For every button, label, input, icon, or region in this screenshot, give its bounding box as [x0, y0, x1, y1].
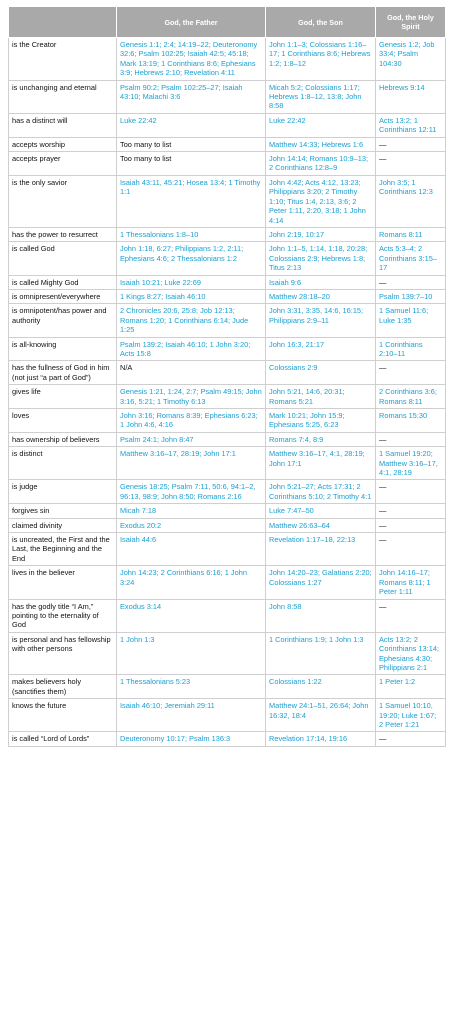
spirit-references-cell[interactable]: John 14:16–17; Romans 8:11; 1 Peter 1:11 — [376, 566, 446, 599]
son-references-cell[interactable]: John 8:58 — [266, 599, 376, 632]
header-father: God, the Father — [117, 7, 266, 38]
son-references-cell[interactable]: Revelation 17:14, 19:16 — [266, 732, 376, 746]
father-references-cell[interactable]: Exodus 3:14 — [117, 599, 266, 632]
spirit-references-cell[interactable]: Acts 5:3–4; 2 Corinthians 3:15–17 — [376, 242, 446, 275]
table-row — [9, 432, 446, 446]
table-row — [9, 113, 446, 137]
son-references-cell[interactable]: 1 Corinthians 1:9; 1 John 1:3 — [266, 632, 376, 675]
father-references-cell[interactable]: Matthew 3:16–17, 28:19; John 17:1 — [117, 447, 266, 480]
attribute-cell: has the godly title “I Am,” pointing to the eternality of God — [9, 599, 117, 632]
son-references-cell[interactable]: John 5:21, 14:6, 20:31; Romans 5:21 — [266, 385, 376, 409]
father-references-cell[interactable]: Psalm 24:1; John 8:47 — [117, 432, 266, 446]
father-references-cell[interactable]: Psalm 90:2; Psalm 102:25–27; Isaiah 43:10; Malachi 3:6 — [117, 80, 266, 113]
son-references-cell[interactable]: John 1:1–3; Colossians 1:16–17; 1 Corinthians 8:6; Hebrews 1:2; 1:8–12 — [266, 38, 376, 81]
table-row — [9, 137, 446, 151]
father-references-cell: Too many to list — [117, 152, 266, 176]
attribute-cell: is called God — [9, 242, 117, 275]
spirit-references-cell: — — [376, 533, 446, 566]
spirit-references-cell[interactable]: 1 Samuel 11:6; Luke 1:35 — [376, 304, 446, 337]
attribute-cell: is the only savior — [9, 175, 117, 227]
table-row — [9, 409, 446, 433]
father-references-cell[interactable]: Isaiah 10:21; Luke 22:69 — [117, 275, 266, 289]
father-references-cell[interactable]: 2 Chronicles 20:6, 25:8; Job 12:13; Romans 1:20; 1 Corinthians 6:14; Jude 1:25 — [117, 304, 266, 337]
attribute-cell: is the Creator — [9, 38, 117, 81]
spirit-references-cell: — — [376, 504, 446, 518]
table-row — [9, 337, 446, 361]
header-son: God, the Son — [266, 7, 376, 38]
spirit-references-cell[interactable]: 1 Samuel 19:20; Matthew 3:16–17, 4:1, 28:19 — [376, 447, 446, 480]
son-references-cell[interactable]: John 3:31, 3:35, 14:6, 16:15; Philippians 2:9–11 — [266, 304, 376, 337]
father-references-cell[interactable]: Deuteronomy 10:17; Psalm 136:3 — [117, 732, 266, 746]
son-references-cell[interactable]: Luke 7:47–50 — [266, 504, 376, 518]
attribute-cell: has a distinct will — [9, 113, 117, 137]
father-references-cell[interactable]: 1 Thessalonians 1:8–10 — [117, 227, 266, 241]
table-row — [9, 289, 446, 303]
son-references-cell[interactable]: John 4:42; Acts 4:12, 13:23; Philippians 3:20; 2 Timothy 1:10; Titus 1:4, 2:13, 3:6; 2 Peter 1:11, 2:20, 3:18; 1 John 4:14 — [266, 175, 376, 227]
header-spirit: God, the Holy Spirit — [376, 7, 446, 38]
spirit-references-cell: — — [376, 599, 446, 632]
son-references-cell[interactable]: John 5:21–27; Acts 17:31; 2 Corinthians 5:10; 2 Timothy 4:1 — [266, 480, 376, 504]
spirit-references-cell[interactable]: Acts 13:2; 1 Corinthians 12:11 — [376, 113, 446, 137]
son-references-cell[interactable]: Matthew 3:16–17, 4:1, 28:19; John 17:1 — [266, 447, 376, 480]
attribute-cell: accepts prayer — [9, 152, 117, 176]
attribute-cell: is judge — [9, 480, 117, 504]
son-references-cell[interactable]: Matthew 28:18–20 — [266, 289, 376, 303]
spirit-references-cell[interactable]: 2 Corinthians 3:6; Romans 8:11 — [376, 385, 446, 409]
son-references-cell[interactable]: Luke 22:42 — [266, 113, 376, 137]
spirit-references-cell[interactable]: Acts 13:2; 2 Corinthians 13:14; Ephesians 4:30; Philippians 2:1 — [376, 632, 446, 675]
son-references-cell[interactable]: John 14:14; Romans 10:9–13; 2 Corinthians 12:8–9 — [266, 152, 376, 176]
table-row — [9, 152, 446, 176]
father-references-cell[interactable]: Genesis 18:25; Psalm 7:11, 50:6, 94:1–2, 96:13, 98:9; John 8:50; Romans 2:16 — [117, 480, 266, 504]
son-references-cell[interactable]: Revelation 1:17–18, 22:13 — [266, 533, 376, 566]
table-row — [9, 304, 446, 337]
attribute-cell: loves — [9, 409, 117, 433]
spirit-references-cell[interactable]: Hebrews 9:14 — [376, 80, 446, 113]
son-references-cell[interactable]: Colossians 2:9 — [266, 361, 376, 385]
father-references-cell[interactable]: John 3:16; Romans 8:39; Ephesians 6:23; 1 John 4:6, 4:16 — [117, 409, 266, 433]
table-row — [9, 675, 446, 699]
father-references-cell[interactable]: Micah 7:18 — [117, 504, 266, 518]
table-row — [9, 599, 446, 632]
table-row — [9, 632, 446, 675]
son-references-cell[interactable]: John 2:19, 10:17 — [266, 227, 376, 241]
attribute-cell: is called “Lord of Lords” — [9, 732, 117, 746]
father-references-cell[interactable]: Isaiah 46:10; Jeremiah 29:11 — [117, 699, 266, 732]
attribute-cell: is distinct — [9, 447, 117, 480]
spirit-references-cell: — — [376, 732, 446, 746]
father-references-cell[interactable]: Genesis 1:1; 2:4; 14:19–22; Deuteronomy 32:6; Psalm 102:25; Isaiah 42:5; 45:18; Mark 13:19; 1 Corinthians 8:6; Ephesians 3:9; Hebrews 2:10; Revelation 4:11 — [117, 38, 266, 81]
attribute-cell: is unchanging and eternal — [9, 80, 117, 113]
son-references-cell[interactable]: Matthew 24:1–51, 26:64; John 16:32, 18:4 — [266, 699, 376, 732]
father-references-cell[interactable]: John 14:23; 2 Corinthians 6:16; 1 John 3:24 — [117, 566, 266, 599]
table-row — [9, 175, 446, 227]
table-row — [9, 385, 446, 409]
spirit-references-cell: — — [376, 275, 446, 289]
father-references-cell[interactable]: Isaiah 43:11, 45:21; Hosea 13:4; 1 Timothy 1:1 — [117, 175, 266, 227]
son-references-cell[interactable]: John 14:20–23; Galatians 2:20; Colossians 1:27 — [266, 566, 376, 599]
attribute-cell: has the power to resurrect — [9, 227, 117, 241]
spirit-references-cell[interactable]: Romans 15:30 — [376, 409, 446, 433]
father-references-cell[interactable]: 1 Thessalonians 5:23 — [117, 675, 266, 699]
spirit-references-cell: — — [376, 432, 446, 446]
table-row — [9, 361, 446, 385]
father-references-cell[interactable]: 1 John 1:3 — [117, 632, 266, 675]
attribute-cell: is all-knowing — [9, 337, 117, 361]
comparison-table-container — [8, 6, 445, 747]
father-references-cell[interactable]: 1 Kings 8:27; Isaiah 46:10 — [117, 289, 266, 303]
spirit-references-cell[interactable]: Romans 8:11 — [376, 227, 446, 241]
spirit-references-cell[interactable]: 1 Corinthians 2:10–11 — [376, 337, 446, 361]
attribute-cell: is personal and has fellowship with other persons — [9, 632, 117, 675]
attribute-cell: claimed divinity — [9, 518, 117, 532]
father-references-cell[interactable]: Exodus 20:2 — [117, 518, 266, 532]
father-references-cell[interactable]: Genesis 1:21, 1:24, 2:7; Psalm 49:15; John 3:16, 5:21; 1 Timothy 6:13 — [117, 385, 266, 409]
father-references-cell: Too many to list — [117, 137, 266, 151]
spirit-references-cell: — — [376, 361, 446, 385]
father-references-cell[interactable]: John 1:18, 6:27; Philippians 1:2, 2:11; Ephesians 4:6; 2 Thessalonians 1:2 — [117, 242, 266, 275]
attribute-cell: lives in the believer — [9, 566, 117, 599]
spirit-references-cell: — — [376, 518, 446, 532]
attribute-cell: is omnipotent/has power and authority — [9, 304, 117, 337]
table-row — [9, 533, 446, 566]
son-references-cell[interactable]: John 1:1–5, 1:14, 1:18, 20:28; Colossians 2:9; Hebrews 1:8; Titus 2:13 — [266, 242, 376, 275]
table-row — [9, 80, 446, 113]
son-references-cell[interactable]: Isaiah 9:6 — [266, 275, 376, 289]
table-body — [9, 38, 446, 747]
attribute-cell: has the fullness of God in him (not just “a part of God”) — [9, 361, 117, 385]
table-row — [9, 38, 446, 81]
table-row — [9, 480, 446, 504]
son-references-cell[interactable]: Matthew 14:33; Hebrews 1:6 — [266, 137, 376, 151]
attribute-cell: gives life — [9, 385, 117, 409]
table-row — [9, 275, 446, 289]
spirit-references-cell: — — [376, 152, 446, 176]
father-references-cell[interactable]: Luke 22:42 — [117, 113, 266, 137]
table-row — [9, 447, 446, 480]
son-references-cell[interactable]: John 16:3, 21:17 — [266, 337, 376, 361]
table-row — [9, 518, 446, 532]
spirit-references-cell[interactable]: 1 Peter 1:2 — [376, 675, 446, 699]
attribute-cell: knows the future — [9, 699, 117, 732]
son-references-cell[interactable]: Matthew 26:63–64 — [266, 518, 376, 532]
table-row — [9, 242, 446, 275]
table-row — [9, 732, 446, 746]
son-references-cell[interactable]: Micah 5:2; Colossians 1:17; Hebrews 1:8–12, 13:8; John 8:58 — [266, 80, 376, 113]
attribute-cell: is uncreated, the First and the Last, the Beginning and the End — [9, 533, 117, 566]
trinity-comparison-table — [8, 6, 446, 747]
son-references-cell[interactable]: Romans 7:4, 8:9 — [266, 432, 376, 446]
attribute-cell: accepts worship — [9, 137, 117, 151]
spirit-references-cell: — — [376, 137, 446, 151]
son-references-cell[interactable]: Colossians 1:22 — [266, 675, 376, 699]
spirit-references-cell[interactable]: Genesis 1:2; Job 33:4; Psalm 104:30 — [376, 38, 446, 81]
father-references-cell: N/A — [117, 361, 266, 385]
spirit-references-cell[interactable]: 1 Samuel 10:10, 19:20; Luke 1:67; 2 Peter 1:21 — [376, 699, 446, 732]
header-attribute — [9, 7, 117, 38]
attribute-cell: is called Mighty God — [9, 275, 117, 289]
table-header-row — [9, 7, 446, 38]
spirit-references-cell[interactable]: Psalm 139:7–10 — [376, 289, 446, 303]
table-row — [9, 699, 446, 732]
table-row — [9, 227, 446, 241]
table-row — [9, 566, 446, 599]
spirit-references-cell: — — [376, 480, 446, 504]
table-row — [9, 504, 446, 518]
son-references-cell[interactable]: Mark 10:21; John 15:9; Ephesians 5:25, 6:23 — [266, 409, 376, 433]
attribute-cell: is omnipresent/everywhere — [9, 289, 117, 303]
attribute-cell: forgives sin — [9, 504, 117, 518]
attribute-cell: has ownership of believers — [9, 432, 117, 446]
spirit-references-cell[interactable]: John 3:5; 1 Corinthians 12:3 — [376, 175, 446, 227]
father-references-cell[interactable]: Psalm 139:2; Isaiah 46:10; 1 John 3:20; Acts 15:8 — [117, 337, 266, 361]
attribute-cell: makes believers holy (sanctifies them) — [9, 675, 117, 699]
father-references-cell[interactable]: Isaiah 44:6 — [117, 533, 266, 566]
